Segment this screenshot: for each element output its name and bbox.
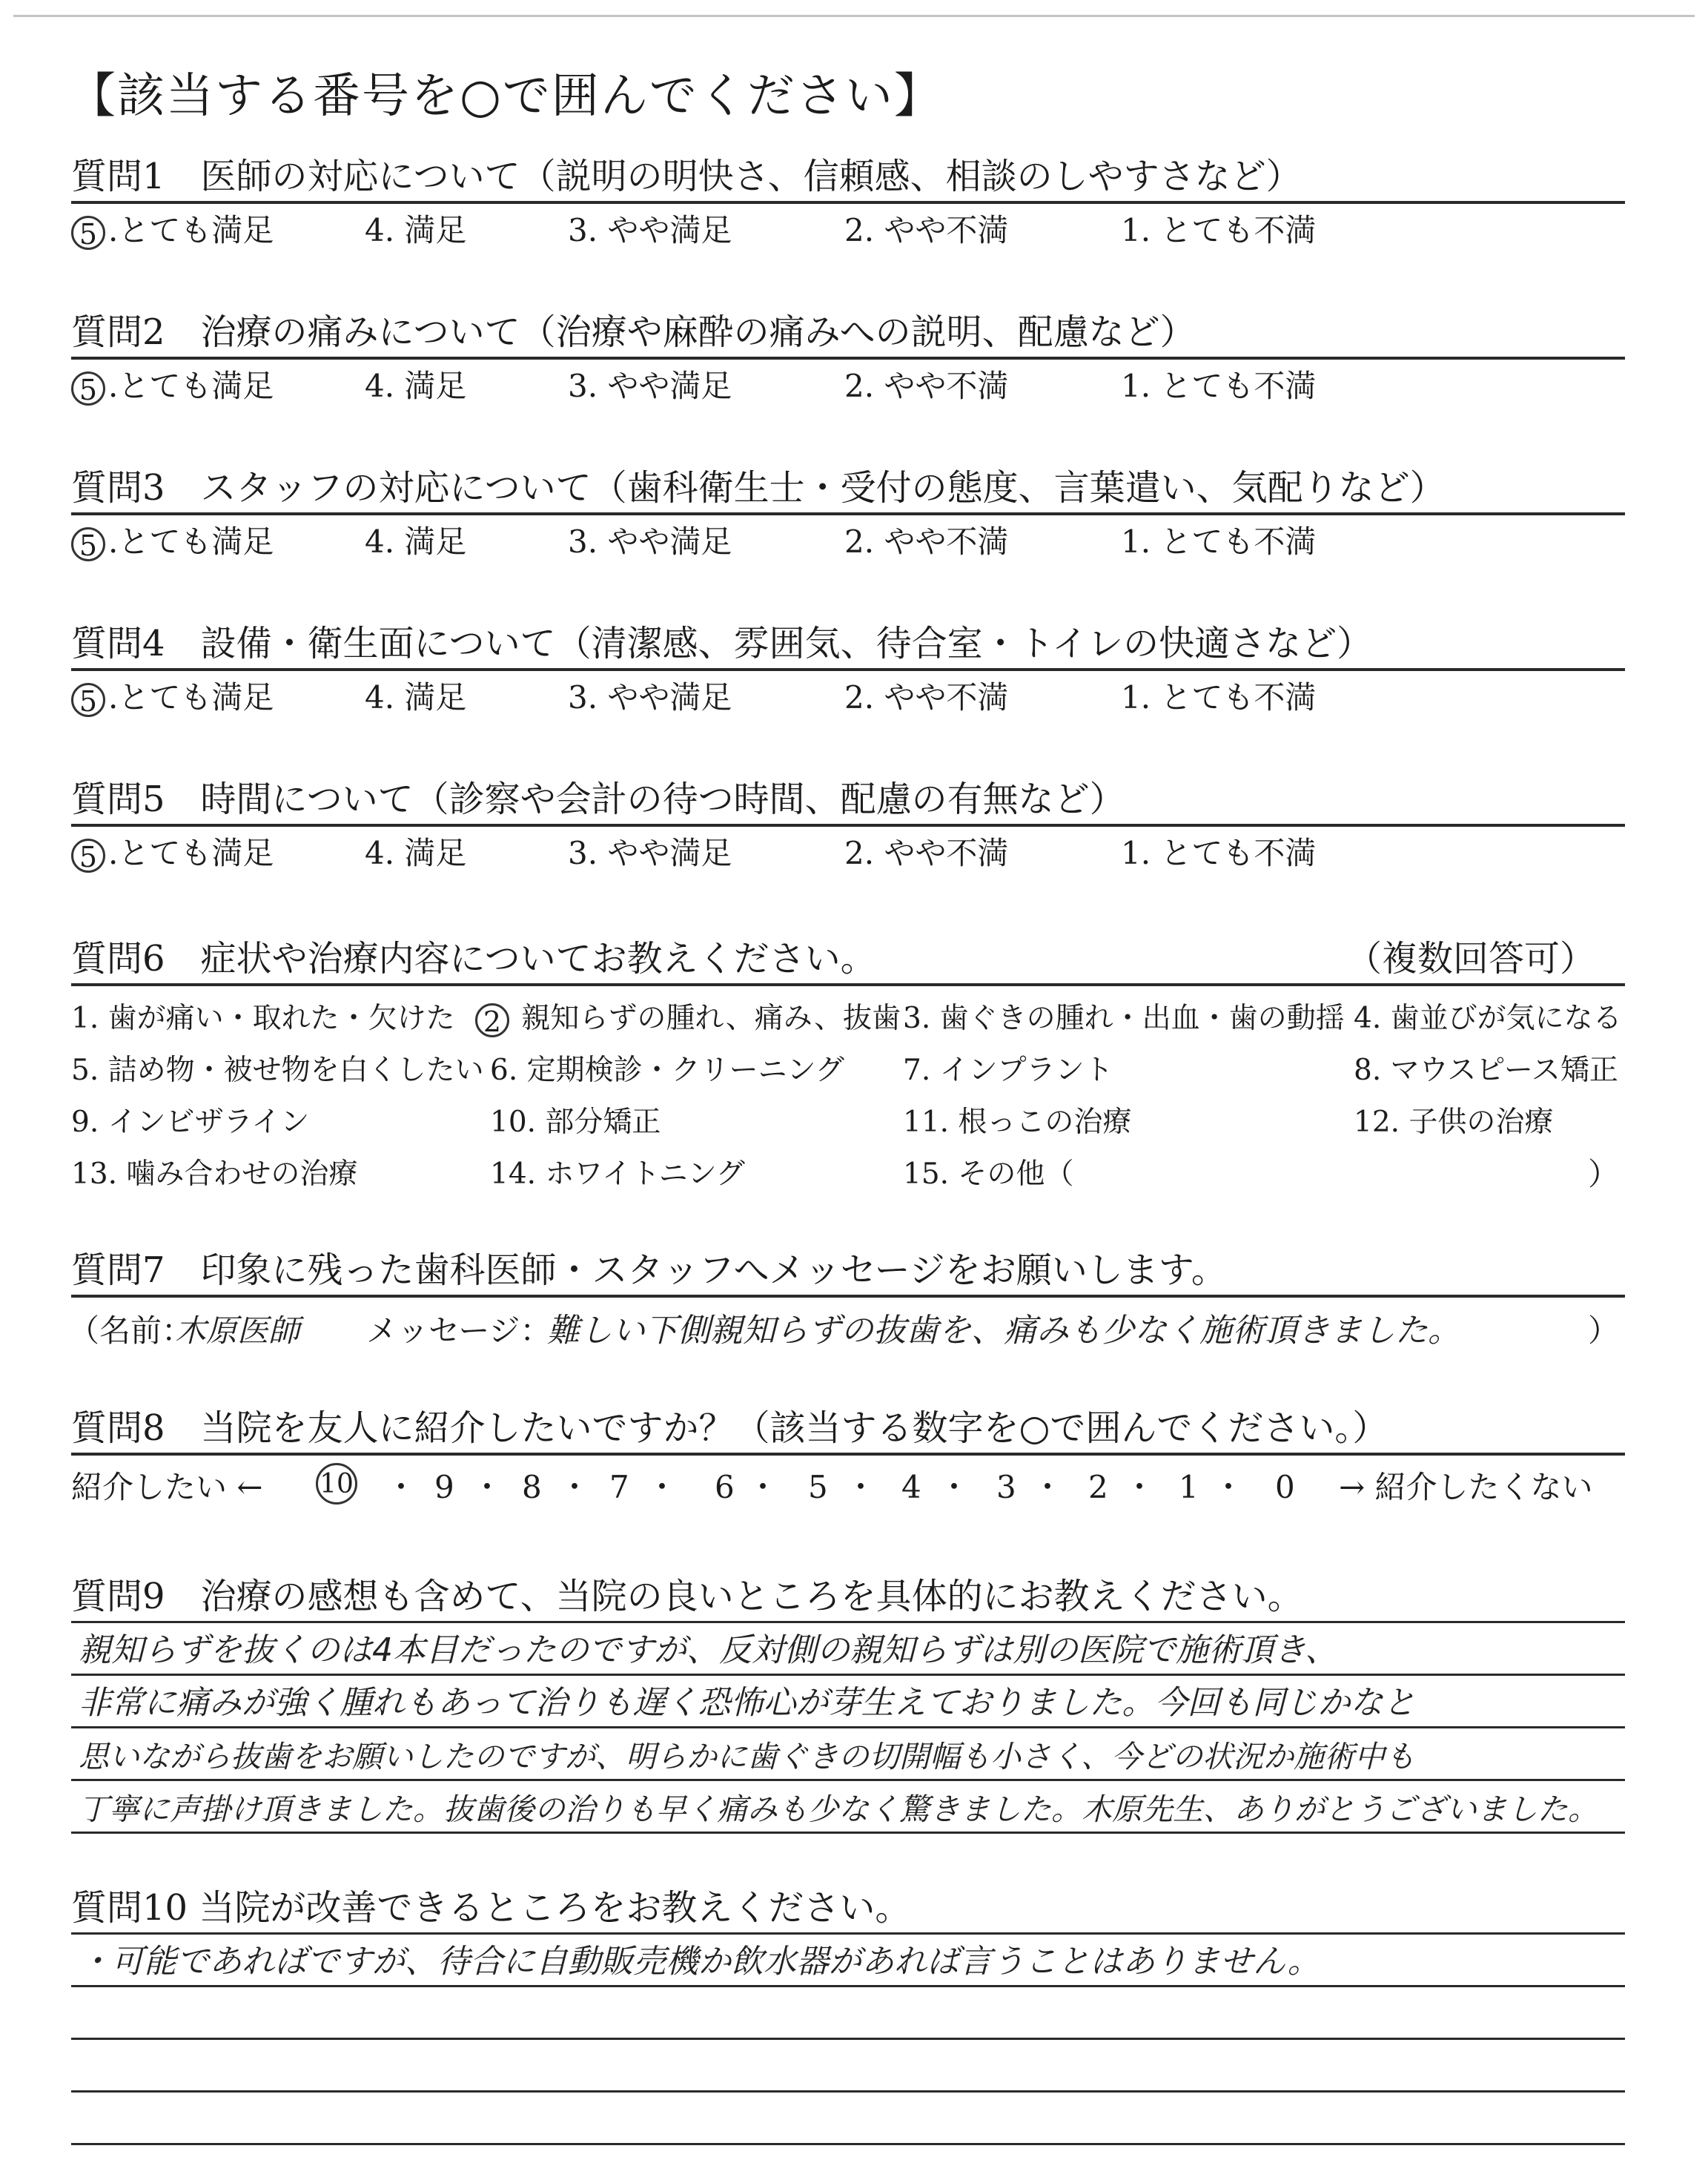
treatment-option[interactable]: 3. 歯ぐきの腫れ・出血・歯の動揺 — [903, 1002, 1345, 1035]
selection-circle: 5 — [71, 216, 105, 250]
treatment-option[interactable]: 5. 詰め物・被せ物を白くしたい — [71, 1054, 484, 1087]
scale-option[interactable]: 2 — [1088, 1469, 1108, 1505]
divider — [71, 357, 1625, 360]
treatment-option[interactable]: 13. 噛み合わせの治療 — [71, 1157, 358, 1191]
question-2 — [71, 308, 1625, 410]
top-edge-line — [13, 15, 1695, 17]
answer-line — [71, 1932, 1625, 1987]
divider — [71, 824, 1625, 827]
divider — [71, 201, 1625, 204]
scale-option[interactable]: 8 — [522, 1469, 542, 1505]
option-3[interactable]: 3. やや満足 — [568, 212, 732, 248]
scale-sep: ・ — [385, 1469, 417, 1505]
answer-line — [71, 1728, 1625, 1781]
treatment-option-selected[interactable] — [475, 997, 901, 1041]
handwritten-text[interactable]: 丁寧に声掛け頂きました。抜歯後の治りも早く痛みも少なく驚きました。木原先生、ありがとうございました。 — [79, 1791, 1598, 1827]
scale-sep: ・ — [559, 1469, 591, 1505]
selection-circle: 5 — [71, 839, 105, 873]
scale-sep: ・ — [646, 1469, 678, 1505]
other-close-paren: ） — [1587, 1156, 1619, 1192]
name-label: （名前： — [68, 1312, 193, 1349]
selection-circle: 10 — [316, 1463, 357, 1505]
rating-options — [71, 676, 1625, 721]
question-10 — [71, 1883, 1625, 2145]
question-title: 質問5 時間について（診察や会計の待つ時間、配慮の有無など） — [71, 779, 1125, 820]
selection-circle: 2 — [475, 1003, 509, 1037]
option-label: .とても満足 — [108, 212, 274, 248]
answer-line — [71, 1781, 1625, 1834]
treatment-option[interactable]: 1. 歯が痛い・取れた・欠けた — [71, 1002, 455, 1035]
question-title: 質問7 印象に残った歯科医師・スタッフへメッセージをお願いします。 — [71, 1249, 1227, 1291]
treatment-option[interactable]: 4. 歯並びが気になる — [1354, 1002, 1622, 1035]
answer-line — [71, 1621, 1625, 1676]
scale-option[interactable]: 9 — [434, 1469, 454, 1505]
selection-circle: 5 — [71, 371, 105, 406]
scale-sep: ・ — [471, 1469, 503, 1505]
form-header: 【該当する番号を○で囲んでください】 — [68, 69, 943, 124]
scale-left-label: 紹介したい ← — [71, 1469, 263, 1505]
scale-sep: ・ — [845, 1469, 877, 1505]
option-5[interactable] — [71, 364, 274, 409]
rating-options — [71, 831, 1625, 877]
answer-lines — [71, 1932, 1625, 2145]
question-1 — [71, 152, 1625, 254]
answer-line — [71, 1987, 1625, 2040]
question-5 — [71, 775, 1625, 877]
scale-option[interactable]: 1 — [1179, 1469, 1199, 1505]
question-title: 質問3 スタッフの対応について（歯科衛生士・受付の態度、言葉遣い、気配りなど） — [71, 467, 1446, 509]
option-4[interactable]: 4. 満足 — [365, 368, 467, 404]
option-2[interactable]: 2. やや不満 — [844, 368, 1009, 404]
scale-option[interactable]: 3 — [996, 1469, 1016, 1505]
treatment-option[interactable]: 12. 子供の治療 — [1354, 1106, 1554, 1139]
question-title: 質問4 設備・衛生面について（清潔感、雰囲気、待合室・トイレの快適さなど） — [71, 623, 1373, 664]
option-4[interactable]: 4. 満足 — [365, 679, 467, 716]
scale-option[interactable]: 7 — [609, 1469, 629, 1505]
treatment-option[interactable]: 9. インビザライン — [71, 1106, 310, 1139]
selection-circle: 5 — [71, 683, 105, 717]
option-5[interactable] — [71, 831, 274, 876]
question-title-text: 質問6 症状や治療内容についてお教えください。 — [71, 938, 876, 980]
answer-line — [71, 2093, 1625, 2145]
recommend-scale — [71, 1463, 1625, 1512]
question-title: 質問1 医師の対応について（説明の明快さ、信頼感、相談のしやすさなど） — [71, 156, 1302, 197]
answer-line — [71, 1676, 1625, 1728]
option-1[interactable]: 1. とても不満 — [1121, 212, 1317, 248]
handwritten-text[interactable]: ・可能であればですが、待合に自動販売機か飲水器があれば言うことはありません。 — [79, 1943, 1320, 1981]
scale-option[interactable]: 0 — [1275, 1469, 1295, 1505]
option-2[interactable]: 2. やや不満 — [844, 679, 1009, 716]
option-1[interactable]: 1. とても不満 — [1121, 835, 1317, 871]
question-7 — [68, 1246, 1625, 1355]
option-1[interactable]: 1. とても不満 — [1121, 524, 1317, 560]
question-6 — [71, 934, 1625, 1204]
option-5[interactable] — [71, 676, 274, 720]
scale-option[interactable]: 4 — [901, 1469, 921, 1505]
option-5[interactable] — [71, 520, 274, 564]
selection-circle: 5 — [71, 527, 105, 561]
multiple-answers-note: （複数回答可） — [1345, 938, 1595, 980]
question-title: 質問2 治療の痛みについて（治療や麻酔の痛みへの説明、配慮など） — [71, 311, 1196, 353]
message-close-paren: ） — [1587, 1312, 1619, 1349]
handwritten-text[interactable]: 思いながら抜歯をお願いしたのですが、明らかに歯ぐきの切開幅も小さく、今どの状況か施術中も — [79, 1739, 1416, 1774]
question-9 — [71, 1572, 1625, 1834]
option-3[interactable]: 3. やや満足 — [568, 679, 732, 716]
option-3[interactable]: 3. やや満足 — [568, 524, 732, 560]
option-3[interactable]: 3. やや満足 — [568, 368, 732, 404]
treatment-option[interactable]: 6. 定期検診・クリーニング — [490, 1054, 844, 1087]
option-2[interactable]: 2. やや不満 — [844, 835, 1009, 871]
question-3 — [71, 463, 1625, 566]
option-1[interactable]: 1. とても不満 — [1121, 368, 1317, 404]
option-5[interactable] — [71, 208, 274, 253]
rating-options — [71, 520, 1625, 566]
question-4 — [71, 619, 1625, 721]
divider — [71, 512, 1625, 515]
treatment-option[interactable]: 7. インプラント — [903, 1054, 1113, 1087]
question-title: 質問10 当院が改善できるところをお教えください。 — [71, 1887, 911, 1929]
message-value[interactable]: 難しい下側親知らずの抜歯を、痛みも少なく施術頂きました。 — [547, 1312, 1460, 1350]
option-4[interactable]: 4. 満足 — [365, 524, 467, 560]
treatment-option[interactable]: 10. 部分矯正 — [490, 1106, 661, 1139]
option-label: .とても満足 — [108, 524, 274, 560]
scale-option[interactable]: 5 — [808, 1469, 828, 1505]
divider — [71, 983, 1625, 986]
treatment-option[interactable]: 8. マウスピース矯正 — [1354, 1054, 1618, 1087]
rating-options — [71, 364, 1625, 410]
scale-sep: ・ — [747, 1469, 779, 1505]
handwritten-text[interactable]: 親知らずを抜くのは4本目だったのですが、反対側の親知らずは別の医院で施術頂き、 — [79, 1631, 1338, 1669]
divider — [71, 1295, 1625, 1298]
option-2[interactable]: 2. やや不満 — [844, 524, 1009, 560]
name-value[interactable]: 木原医師 — [175, 1312, 300, 1349]
treatment-option[interactable]: 14. ホワイトニング — [490, 1157, 745, 1191]
treatment-options — [71, 997, 1625, 1204]
message-row — [68, 1307, 1625, 1355]
divider — [71, 668, 1625, 671]
option-2[interactable]: 2. やや不満 — [844, 212, 1009, 248]
option-1[interactable]: 1. とても不満 — [1121, 679, 1317, 716]
rating-options — [71, 208, 1625, 254]
answer-lines — [71, 1621, 1625, 1834]
question-title — [71, 934, 1625, 983]
option-label: .とても満足 — [108, 679, 274, 716]
divider — [71, 1453, 1625, 1456]
option-4[interactable]: 4. 満足 — [365, 212, 467, 248]
message-label: メッセージ： — [366, 1312, 552, 1349]
option-label: .とても満足 — [108, 368, 274, 404]
option-label: .とても満足 — [108, 835, 274, 871]
option-3[interactable]: 3. やや満足 — [568, 835, 732, 871]
option-label: 親知らずの腫れ、痛み、抜歯 — [512, 1002, 901, 1035]
question-title: 質問9 治療の感想も含めて、当院の良いところを具体的にお教えください。 — [71, 1576, 1303, 1617]
question-title: 質問8 当院を友人に紹介したいですか？（該当する数字を○で囲んでください。） — [71, 1407, 1388, 1449]
scale-option[interactable]: 6 — [715, 1469, 735, 1505]
scale-right-label: → 紹介したくない — [1339, 1469, 1593, 1505]
scale-sep: ・ — [939, 1469, 970, 1505]
scale-sep: ・ — [1032, 1469, 1064, 1505]
answer-line — [71, 2040, 1625, 2093]
treatment-option-other[interactable]: 15. その他（ — [903, 1157, 1074, 1191]
scale-sep: ・ — [1213, 1469, 1245, 1505]
question-8 — [71, 1404, 1625, 1512]
scale-sep: ・ — [1124, 1469, 1156, 1505]
handwritten-text[interactable]: 非常に痛みが強く腫れもあって治りも遅く恐怖心が芽生えておりました。今回も同じかなと — [79, 1684, 1416, 1722]
treatment-option[interactable]: 11. 根っこの治療 — [903, 1106, 1132, 1139]
option-4[interactable]: 4. 満足 — [365, 835, 467, 871]
